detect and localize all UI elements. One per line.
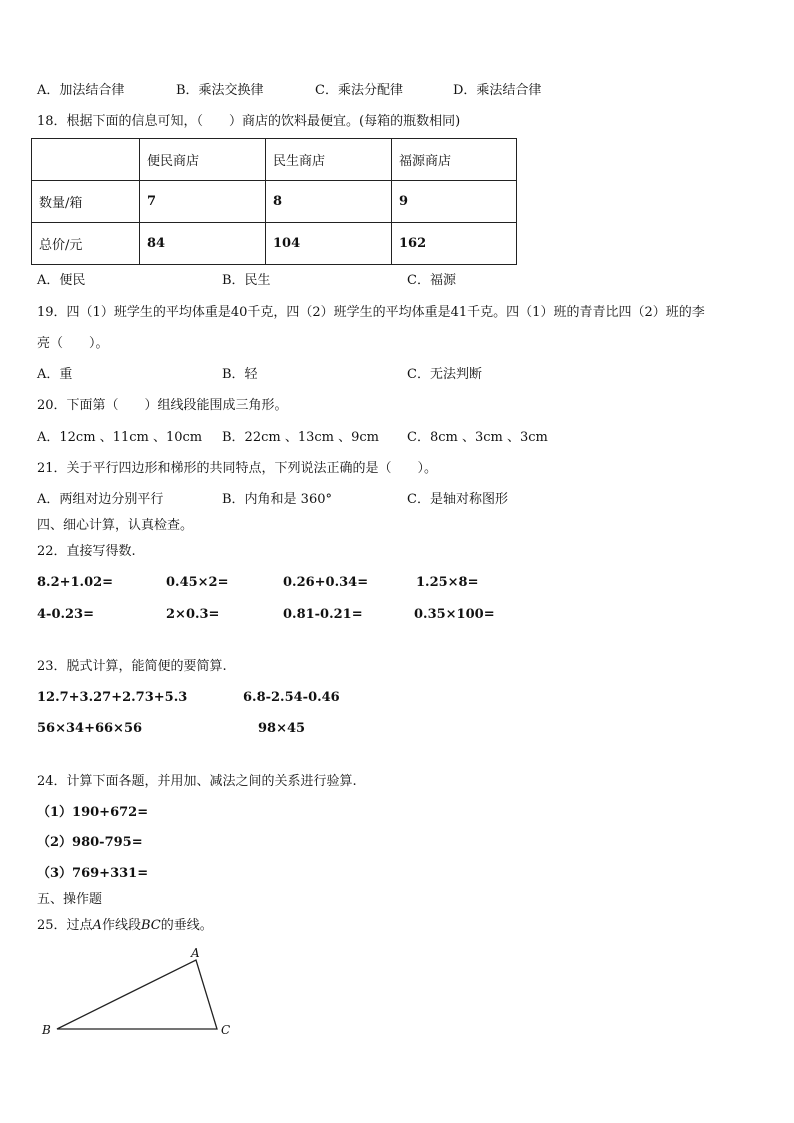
table-cell: 7 xyxy=(140,181,266,223)
table-cell: 162 xyxy=(392,223,517,265)
table-cell: 8 xyxy=(266,181,392,223)
q24-question: 24．计算下面各题，并用加、减法之间的关系进行验算. xyxy=(37,774,357,789)
q20-question: 20．下面第（ ）组线段能围成三角形。 xyxy=(37,398,288,413)
q24-item: （2）980-795= xyxy=(37,835,143,850)
q19-question-line1: 19．四（1）班学生的平均体重是40千克，四（2）班学生的平均体重是41千克。四（1）班的青青比四（2）班的李 xyxy=(37,305,705,320)
q18-option-c: C．福源 xyxy=(407,273,456,288)
q19-option-b: B．轻 xyxy=(222,367,258,382)
q24-item: （3）769+331= xyxy=(37,866,149,881)
q22-item: 0.45×2= xyxy=(166,575,229,590)
table-cell: 民生商店 xyxy=(266,139,392,181)
table-cell: 福源商店 xyxy=(392,139,517,181)
table-cell: 数量/箱 xyxy=(32,181,140,223)
table-cell: 104 xyxy=(266,223,392,265)
q21-option-a: A．两组对边分别平行 xyxy=(37,492,164,507)
q18-option-a: A．便民 xyxy=(37,273,86,288)
q22-item: 0.35×100= xyxy=(414,607,495,622)
q25-segment-bc: BC xyxy=(140,918,161,933)
q20-option-a: A．12cm 、11cm 、10cm xyxy=(37,430,203,445)
triangle-abc xyxy=(57,960,217,1029)
q19-question-line2: 亮（ ）。 xyxy=(37,336,109,351)
q23-item: 56×34+66×56 xyxy=(37,721,143,736)
q21-option-c: C．是轴对称图形 xyxy=(407,492,508,507)
table-cell: 84 xyxy=(140,223,266,265)
q19-option-c: C．无法判断 xyxy=(407,367,482,382)
table-cell: 9 xyxy=(392,181,517,223)
vertex-label-c: C xyxy=(221,1023,231,1037)
q19-option-a: A．重 xyxy=(37,367,73,382)
q23-item: 6.8-2.54-0.46 xyxy=(243,690,340,705)
q17-option-a: A．加法结合律 xyxy=(37,83,125,98)
q20-option-c: C．8cm 、3cm 、3cm xyxy=(407,430,548,445)
q23-item: 12.7+3.27+2.73+5.3 xyxy=(37,690,188,705)
q22-item: 4-0.23= xyxy=(37,607,94,622)
q18-question: 18．根据下面的信息可知，（ ）商店的饮料最便宜。(每箱的瓶数相同) xyxy=(37,114,461,129)
q17-option-b: B．乘法交换律 xyxy=(176,83,264,98)
q23-question: 23．脱式计算，能简便的要简算. xyxy=(37,659,227,674)
q22-item: 1.25×8= xyxy=(416,575,479,590)
q18-option-b: B．民生 xyxy=(222,273,271,288)
q22-question: 22．直接写得数. xyxy=(37,544,136,559)
q24-item: （1）190+672= xyxy=(37,805,149,820)
q25-suffix: 的垂线。 xyxy=(160,918,213,933)
q25-mid: 作线段 xyxy=(101,918,141,933)
q21-question: 21．关于平行四边形和梯形的共同特点，下列说法正确的是（ ）。 xyxy=(37,461,438,476)
q17-option-d: D．乘法结合律 xyxy=(453,83,542,98)
q25-point-a: A xyxy=(92,918,102,933)
vertex-label-b: B xyxy=(42,1023,51,1037)
section-5-heading: 五、操作题 xyxy=(37,892,103,907)
vertex-label-a: A xyxy=(191,946,200,960)
section-4-heading: 四、细心计算，认真检查。 xyxy=(37,518,194,533)
q22-item: 0.26+0.34= xyxy=(283,575,369,590)
q22-item: 2×0.3= xyxy=(166,607,220,622)
q22-item: 8.2+1.02= xyxy=(37,575,114,590)
q25-prefix: 25．过点 xyxy=(37,918,93,933)
table-cell: 便民商店 xyxy=(140,139,266,181)
q20-option-b: B．22cm 、13cm 、9cm xyxy=(222,430,379,445)
table-cell: 总价/元 xyxy=(32,223,140,265)
q23-item: 98×45 xyxy=(258,721,306,736)
q22-item: 0.81-0.21= xyxy=(283,607,363,622)
q17-option-c: C．乘法分配律 xyxy=(315,83,403,98)
q21-option-b: B．内角和是 360° xyxy=(222,492,332,507)
